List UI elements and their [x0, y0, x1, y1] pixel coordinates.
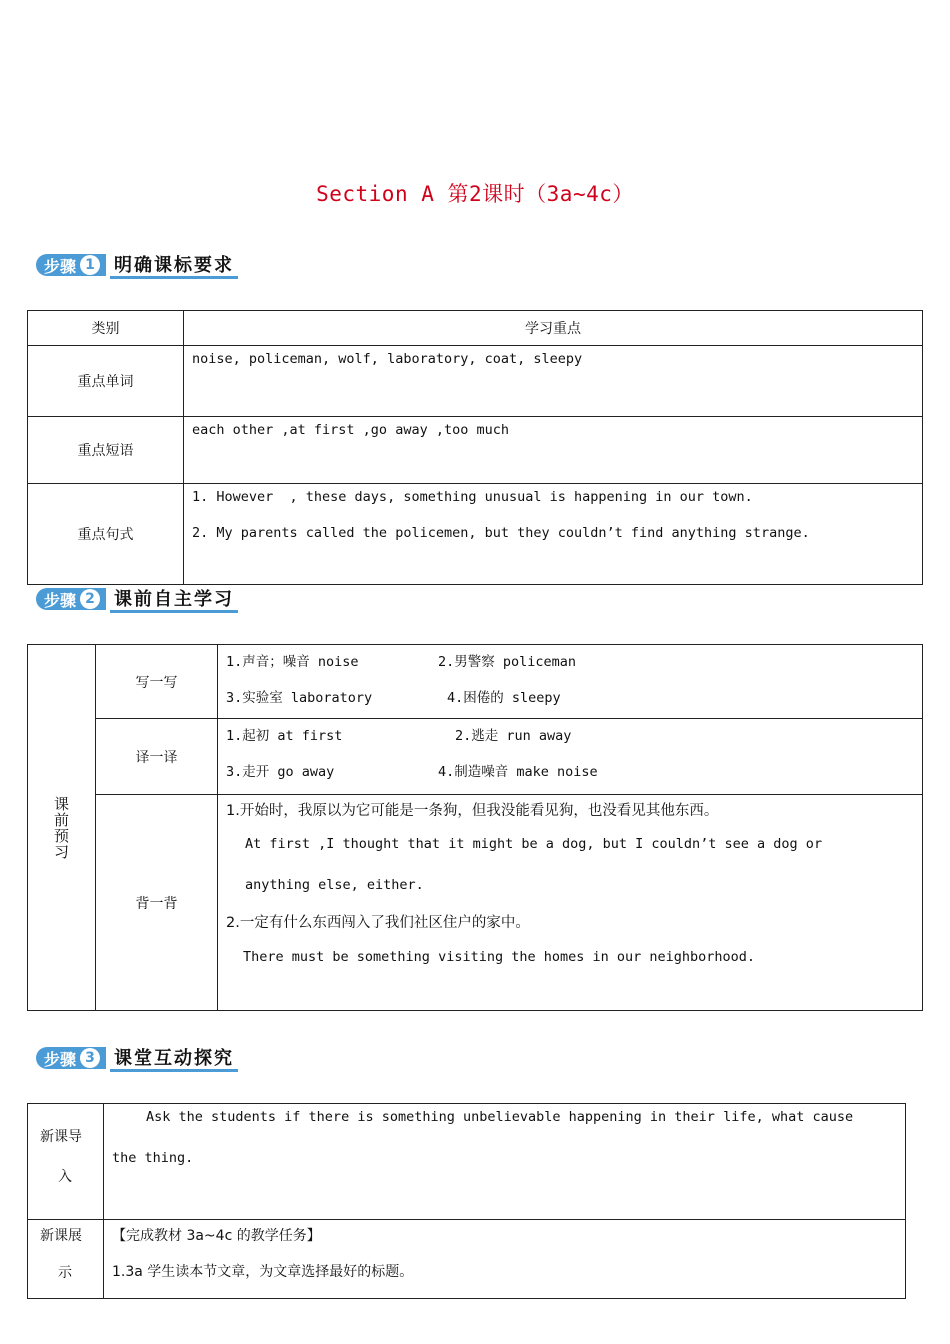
label-intro-line-2: 入 — [58, 1169, 72, 1185]
translate-item-1: 1.起初 at first — [226, 728, 343, 744]
category-sentences: 重点句式 — [28, 484, 184, 585]
label-translate: 译一译 — [96, 719, 218, 795]
step-3-badge: 步骤 3 — [36, 1047, 106, 1069]
header-category: 类别 — [28, 311, 184, 346]
translate-item-2: 2.逃走 run away — [455, 728, 572, 744]
intro-text-2: the thing. — [112, 1150, 194, 1166]
label-intro-line-1: 新课导 — [40, 1129, 82, 1145]
preview-table — [27, 644, 923, 1011]
intro-text-1: Ask the students if there is something unbelievable happening in their life, what cause — [146, 1109, 854, 1125]
key-phrases: each other ,at first ,go away ,too much — [192, 422, 509, 438]
recite-en-1a: At first ,I thought that it might be a dog, but I couldn’t see a dog or — [245, 836, 823, 852]
translate-item-3: 3.走开 go away — [226, 764, 335, 780]
key-sentence-1: 1. However , these days, something unusual is happening in our town. — [192, 489, 753, 505]
write-item-3: 3.实验室 laboratory — [226, 690, 373, 706]
key-words: noise, policeman, wolf, laboratory, coat, sleepy — [192, 351, 583, 367]
recite-en-2: There must be something visiting the homes in our neighborhood. — [243, 949, 756, 965]
label-intro — [28, 1104, 104, 1220]
category-phrases: 重点短语 — [28, 417, 184, 484]
preview-side-label — [28, 645, 96, 1011]
step-1-header — [36, 250, 238, 280]
recite-cn-1: 1.开始时，我原以为它可能是一条狗，但我没能看见狗，也没看见其他东西。 — [226, 803, 719, 819]
learning-focus-table — [27, 310, 923, 585]
present-item-1: 1.3a 学生读本节文章，为文章选择最好的标题。 — [112, 1264, 414, 1280]
label-present — [28, 1220, 104, 1299]
step-1-badge: 步骤 1 — [36, 254, 106, 276]
write-item-1: 1.声音；噪音 noise — [226, 654, 359, 670]
label-present-line-1: 新课展 — [40, 1228, 82, 1244]
step-3-number: 3 — [80, 1048, 100, 1068]
step-1-number: 1 — [80, 255, 100, 275]
write-item-4: 4.困倦的 sleepy — [447, 690, 561, 706]
step-3-header — [36, 1043, 238, 1073]
step-2-header — [36, 584, 238, 614]
preview-side-text: 课前预习 — [53, 794, 69, 861]
recite-cn-2: 2.一定有什么东西闯入了我们社区住户的家中。 — [226, 915, 530, 931]
step-1-label: 明确课标要求 — [110, 252, 238, 279]
header-focus: 学习重点 — [184, 311, 923, 346]
step-3-label: 课堂互动探究 — [110, 1045, 238, 1072]
present-task: 【完成教材 3a~4c 的教学任务】 — [112, 1228, 321, 1244]
step-2-number: 2 — [80, 589, 100, 609]
translate-item-4: 4.制造噪音 make noise — [438, 764, 598, 780]
label-write: 写一写 — [96, 645, 218, 719]
recite-en-1b: anything else, either. — [245, 877, 424, 893]
step-2-label: 课前自主学习 — [110, 586, 238, 613]
step-2-badge: 步骤 2 — [36, 588, 106, 610]
category-words: 重点单词 — [28, 346, 184, 417]
label-recite: 背一背 — [96, 795, 218, 1011]
write-item-2: 2.男警察 policeman — [438, 654, 577, 670]
classroom-table — [27, 1103, 906, 1299]
page-title: Section A 第2课时（3a~4c） — [316, 182, 634, 206]
key-sentence-2: 2. My parents called the policemen, but they couldn’t find anything strange. — [192, 525, 810, 541]
label-present-line-2: 示 — [58, 1265, 72, 1281]
